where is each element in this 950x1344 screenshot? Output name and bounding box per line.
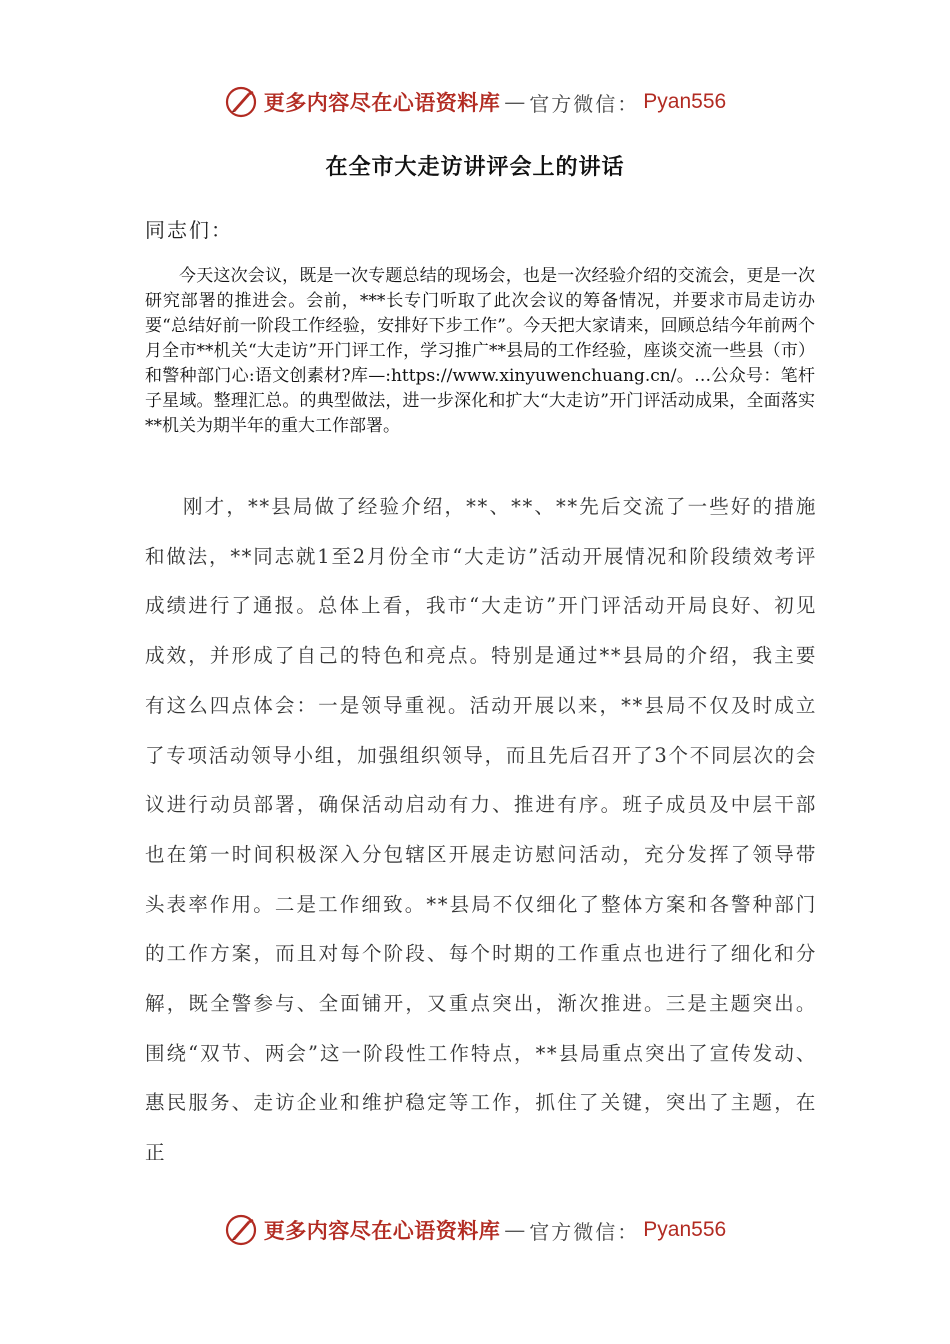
document-title: 在全市大走访讲评会上的讲话 <box>325 155 625 180</box>
body-paragraph: 刚才，**县局做了经验介绍，**、**、**先后交流了一些好的措施和做法，**同志就1至2月份全市“大走访”活动开展情况和阶段绩效考评成绩进行了通报。总体上看，我市“大走访”开门评活动开局良好、初见成效，并形成了自己的特色和亮点。特别是通过**县局的介绍，我主要有这么四点体会：一是领导重视。活动开展以来，**县局不仅及时成立了专项活动领导小组，加强组织领导，而且先后召开了3个不同层次的会议进行动员部署，确保活动启动有力、推进有序。班子成员及中层干部也在第一时间积极深入分包辖区开展走访慰问活动，充分发挥了领导带头表率作用。二是工作细致。**县局不仅细化了整体方案和各警种部门的工作方案，而且对每个阶段、每个时期的工作重点也进行了细化和分解，既全警参与、全面铺开，又重点突出，渐次推进。三是主题突出。围绕“双节、两会”这一阶段性工作特点，**县局重点突出了宣传发动、惠民服务、走访企业和维护稳定等工作，抓住了关键，突出了主题，在正 <box>145 495 817 1165</box>
banner-wechat-id: Pyan556 <box>643 1218 727 1241</box>
banner-wechat-label: 官方微信： <box>529 1219 640 1244</box>
banner-ad-text: 更多内容尽在心语资料库 <box>263 90 501 115</box>
banner-dash: — <box>504 90 526 114</box>
footer-banner <box>0 1210 950 1250</box>
quill-pen-logo-icon <box>224 85 258 119</box>
banner-wechat-label: 官方微信： <box>529 91 640 116</box>
quill-pen-logo-icon <box>224 1213 258 1247</box>
header-banner <box>0 82 950 122</box>
banner-ad-text: 更多内容尽在心语资料库 <box>263 1218 501 1243</box>
banner-wechat-id: Pyan556 <box>643 90 727 113</box>
salutation: 同志们： <box>145 218 233 242</box>
banner-dash: — <box>504 1218 526 1242</box>
intro-paragraph: 今天这次会议，既是一次专题总结的现场会，也是一次经验介绍的交流会，更是一次研究部署的推进会。会前，***长专门听取了此次会议的筹备情况，并要求市局走访办要“总结好前一阶段工作经验，安排好下步工作”。今天把大家请来，回顾总结今年前两个月全市**机关“大走访”开门评工作，学习推广**县局的工作经验，座谈交流一些县（市）和警种部门心:语文创素材?库—:https://www.xinyuwenchuang.cn/。…公众号：笔杆子星域。整理汇总。的典型做法，进一步深化和扩大“大走访”开门评活动成果，全面落实**机关为期半年的重大工作部署。 <box>145 266 815 436</box>
